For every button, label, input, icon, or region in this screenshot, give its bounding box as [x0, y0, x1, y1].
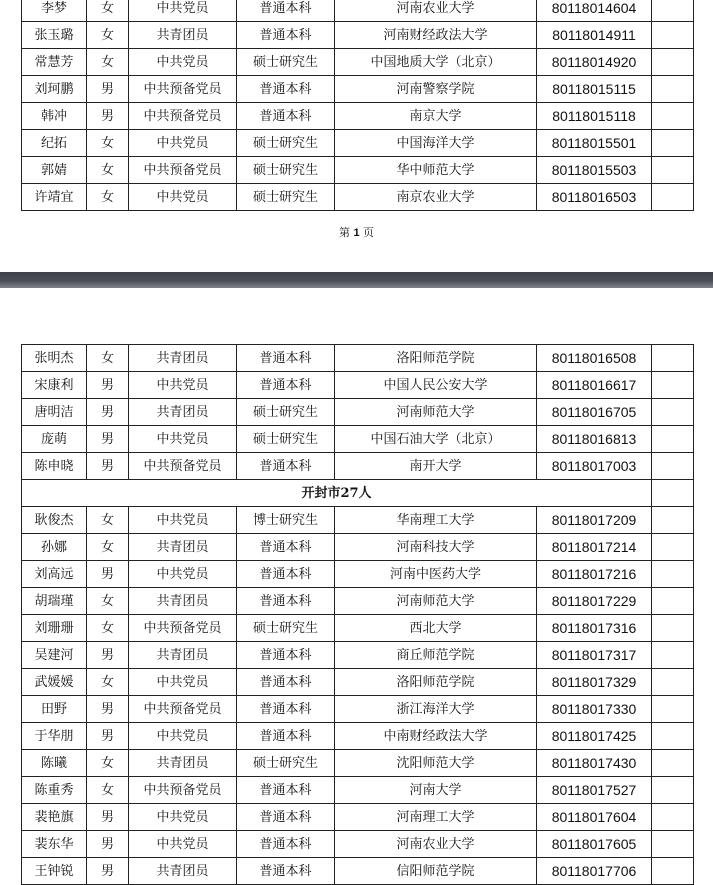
cell-education: 普通本科 [237, 0, 335, 22]
cell-exam-id: 80118017216 [537, 561, 652, 588]
cell-remark [652, 723, 694, 750]
cell-education: 普通本科 [237, 642, 335, 669]
cell-school: 河南科技大学 [335, 534, 537, 561]
cell-exam-id: 80118017605 [537, 831, 652, 858]
table-row [22, 561, 694, 588]
cell-gender: 男 [87, 804, 129, 831]
cell-gender: 女 [87, 49, 129, 76]
table-row [22, 642, 694, 669]
cell-exam-id: 80118015115 [537, 76, 652, 103]
cell-education: 硕士研究生 [237, 426, 335, 453]
cell-school: 河南中医药大学 [335, 561, 537, 588]
cell-political-status: 中共党员 [129, 669, 237, 696]
cell-remark [652, 507, 694, 534]
cell-exam-id: 80118017317 [537, 642, 652, 669]
cell-gender: 男 [87, 372, 129, 399]
cell-political-status: 中共党员 [129, 130, 237, 157]
table-row [22, 669, 694, 696]
cell-name: 常慧芳 [22, 49, 87, 76]
cell-political-status: 中共预备党员 [129, 615, 237, 642]
cell-remark [652, 76, 694, 103]
cell-name: 唐明洁 [22, 399, 87, 426]
table-row [22, 831, 694, 858]
cell-gender: 女 [87, 777, 129, 804]
cell-school: 沈阳师范大学 [335, 750, 537, 777]
cell-remark [652, 561, 694, 588]
cell-education: 硕士研究生 [237, 750, 335, 777]
table-row [22, 858, 694, 885]
cell-exam-id: 80118017430 [537, 750, 652, 777]
cell-exam-id: 80118015503 [537, 157, 652, 184]
cell-gender: 女 [87, 507, 129, 534]
cell-gender: 男 [87, 858, 129, 885]
table-row [22, 507, 694, 534]
cell-exam-id: 80118017706 [537, 858, 652, 885]
cell-exam-id: 80118014920 [537, 49, 652, 76]
cell-political-status: 中共党员 [129, 723, 237, 750]
cell-school: 南京农业大学 [335, 184, 537, 211]
table-row [22, 696, 694, 723]
cell-school: 中国人民公安大学 [335, 372, 537, 399]
table-row [22, 804, 694, 831]
cell-political-status: 中共预备党员 [129, 76, 237, 103]
cell-remark [652, 777, 694, 804]
table-row [22, 345, 694, 372]
table-row [22, 130, 694, 157]
cell-gender: 男 [87, 453, 129, 480]
cell-gender: 男 [87, 426, 129, 453]
section-header-row [22, 480, 694, 507]
cell-gender: 男 [87, 696, 129, 723]
cell-education: 普通本科 [237, 453, 335, 480]
cell-name: 耿俊杰 [22, 507, 87, 534]
cell-gender: 女 [87, 0, 129, 22]
cell-gender: 男 [87, 561, 129, 588]
cell-gender: 女 [87, 615, 129, 642]
cell-exam-id: 80118017330 [537, 696, 652, 723]
cell-name: 陈申晓 [22, 453, 87, 480]
table-row [22, 184, 694, 211]
cell-remark [652, 426, 694, 453]
cell-remark [652, 345, 694, 372]
cell-gender: 女 [87, 184, 129, 211]
cell-remark [652, 49, 694, 76]
candidate-table-page-2 [21, 344, 694, 885]
cell-remark [652, 642, 694, 669]
cell-school: 中国海洋大学 [335, 130, 537, 157]
cell-name: 李梦 [22, 0, 87, 22]
cell-education: 博士研究生 [237, 507, 335, 534]
cell-political-status: 共青团员 [129, 22, 237, 49]
document-page-1 [0, 0, 713, 272]
cell-political-status: 中共党员 [129, 49, 237, 76]
cell-name: 刘高远 [22, 561, 87, 588]
cell-school: 河南师范大学 [335, 588, 537, 615]
cell-exam-id: 80118014911 [537, 22, 652, 49]
table-cell-empty [652, 480, 694, 507]
cell-education: 普通本科 [237, 831, 335, 858]
cell-school: 河南农业大学 [335, 0, 537, 22]
cell-remark [652, 750, 694, 777]
cell-name: 张玉璐 [22, 22, 87, 49]
cell-exam-id: 80118017003 [537, 453, 652, 480]
cell-gender: 女 [87, 22, 129, 49]
cell-gender: 女 [87, 157, 129, 184]
cell-education: 普通本科 [237, 22, 335, 49]
cell-political-status: 中共预备党员 [129, 157, 237, 184]
cell-remark [652, 588, 694, 615]
cell-education: 普通本科 [237, 804, 335, 831]
cell-education: 普通本科 [237, 696, 335, 723]
table-row [22, 49, 694, 76]
table-row [22, 157, 694, 184]
cell-remark [652, 858, 694, 885]
cell-school: 河南大学 [335, 777, 537, 804]
cell-remark [652, 453, 694, 480]
cell-education: 普通本科 [237, 777, 335, 804]
cell-education: 硕士研究生 [237, 615, 335, 642]
cell-name: 裴艳旗 [22, 804, 87, 831]
cell-gender: 男 [87, 831, 129, 858]
cell-gender: 女 [87, 534, 129, 561]
cell-political-status: 共青团员 [129, 534, 237, 561]
cell-education: 普通本科 [237, 534, 335, 561]
cell-political-status: 共青团员 [129, 588, 237, 615]
page-number-footer [0, 224, 713, 240]
cell-political-status: 共青团员 [129, 858, 237, 885]
cell-education: 普通本科 [237, 858, 335, 885]
page-number: 1 [353, 227, 360, 239]
cell-remark [652, 157, 694, 184]
cell-political-status: 共青团员 [129, 399, 237, 426]
cell-education: 普通本科 [237, 561, 335, 588]
cell-exam-id: 80118016705 [537, 399, 652, 426]
cell-political-status: 中共党员 [129, 426, 237, 453]
cell-exam-id: 80118016508 [537, 345, 652, 372]
cell-exam-id: 80118017209 [537, 507, 652, 534]
cell-name: 刘珂鹏 [22, 76, 87, 103]
cell-education: 硕士研究生 [237, 184, 335, 211]
cell-name: 庞萌 [22, 426, 87, 453]
cell-school: 中国石油大学（北京） [335, 426, 537, 453]
table-row [22, 777, 694, 804]
cell-exam-id: 80118017604 [537, 804, 652, 831]
cell-exam-id: 80118016503 [537, 184, 652, 211]
cell-exam-id: 80118017329 [537, 669, 652, 696]
cell-exam-id: 80118017316 [537, 615, 652, 642]
cell-education: 硕士研究生 [237, 157, 335, 184]
cell-name: 武媛媛 [22, 669, 87, 696]
cell-gender: 女 [87, 345, 129, 372]
cell-exam-id: 80118016813 [537, 426, 652, 453]
cell-school: 南京大学 [335, 103, 537, 130]
cell-political-status: 共青团员 [129, 642, 237, 669]
cell-political-status: 中共预备党员 [129, 696, 237, 723]
cell-school: 河南财经政法大学 [335, 22, 537, 49]
table-row [22, 22, 694, 49]
cell-school: 南开大学 [335, 453, 537, 480]
cell-school: 商丘师范学院 [335, 642, 537, 669]
cell-name: 郭婧 [22, 157, 87, 184]
table-row [22, 750, 694, 777]
page-separator [0, 272, 713, 288]
cell-exam-id: 80118015118 [537, 103, 652, 130]
cell-school: 中南财经政法大学 [335, 723, 537, 750]
cell-education: 硕士研究生 [237, 49, 335, 76]
cell-gender: 女 [87, 669, 129, 696]
cell-remark [652, 804, 694, 831]
cell-political-status: 中共预备党员 [129, 777, 237, 804]
table-row [22, 426, 694, 453]
cell-gender: 女 [87, 750, 129, 777]
cell-remark [652, 669, 694, 696]
cell-school: 华南理工大学 [335, 507, 537, 534]
cell-name: 纪拓 [22, 130, 87, 157]
cell-name: 孙娜 [22, 534, 87, 561]
cell-political-status: 中共预备党员 [129, 103, 237, 130]
cell-remark [652, 399, 694, 426]
footer-suffix: 页 [359, 226, 375, 239]
table-row [22, 76, 694, 103]
cell-remark [652, 696, 694, 723]
cell-political-status: 中共党员 [129, 372, 237, 399]
cell-school: 浙江海洋大学 [335, 696, 537, 723]
cell-exam-id: 80118015501 [537, 130, 652, 157]
table-row [22, 588, 694, 615]
table-row [22, 372, 694, 399]
cell-remark [652, 831, 694, 858]
table-row [22, 0, 694, 22]
table-row [22, 453, 694, 480]
table-row [22, 534, 694, 561]
cell-school: 中国地质大学（北京） [335, 49, 537, 76]
cell-education: 普通本科 [237, 588, 335, 615]
cell-name: 陈曦 [22, 750, 87, 777]
cell-education: 硕士研究生 [237, 130, 335, 157]
document-page-2 [0, 288, 713, 879]
cell-name: 胡瑞瑾 [22, 588, 87, 615]
cell-political-status: 中共党员 [129, 561, 237, 588]
cell-remark [652, 22, 694, 49]
cell-name: 裴东华 [22, 831, 87, 858]
cell-school: 西北大学 [335, 615, 537, 642]
cell-name: 吴建河 [22, 642, 87, 669]
cell-gender: 男 [87, 103, 129, 130]
cell-school: 洛阳师范学院 [335, 345, 537, 372]
cell-exam-id: 80118017229 [537, 588, 652, 615]
cell-gender: 女 [87, 130, 129, 157]
cell-name: 张明杰 [22, 345, 87, 372]
cell-political-status: 中共党员 [129, 831, 237, 858]
cell-political-status: 共青团员 [129, 750, 237, 777]
cell-school: 河南师范大学 [335, 399, 537, 426]
cell-name: 于华朋 [22, 723, 87, 750]
cell-education: 普通本科 [237, 669, 335, 696]
cell-name: 刘珊珊 [22, 615, 87, 642]
cell-remark [652, 534, 694, 561]
cell-education: 普通本科 [237, 372, 335, 399]
cell-gender: 男 [87, 723, 129, 750]
cell-exam-id: 80118014604 [537, 0, 652, 22]
cell-name: 许靖宜 [22, 184, 87, 211]
cell-political-status: 中共党员 [129, 804, 237, 831]
cell-education: 普通本科 [237, 345, 335, 372]
cell-school: 河南警察学院 [335, 76, 537, 103]
cell-education: 普通本科 [237, 103, 335, 130]
footer-prefix: 第 [338, 226, 354, 239]
cell-political-status: 中共预备党员 [129, 453, 237, 480]
cell-school: 信阳师范学院 [335, 858, 537, 885]
cell-remark [652, 130, 694, 157]
cell-gender: 男 [87, 76, 129, 103]
cell-school: 洛阳师范学院 [335, 669, 537, 696]
cell-name: 陈重秀 [22, 777, 87, 804]
cell-exam-id: 80118016617 [537, 372, 652, 399]
cell-remark [652, 184, 694, 211]
cell-remark [652, 372, 694, 399]
cell-exam-id: 80118017214 [537, 534, 652, 561]
cell-school: 河南农业大学 [335, 831, 537, 858]
cell-education: 普通本科 [237, 723, 335, 750]
section-title: 开封市27人 [22, 480, 652, 507]
cell-remark [652, 103, 694, 130]
cell-school: 河南理工大学 [335, 804, 537, 831]
cell-education: 普通本科 [237, 76, 335, 103]
cell-remark [652, 0, 694, 22]
cell-name: 田野 [22, 696, 87, 723]
cell-political-status: 中共党员 [129, 184, 237, 211]
cell-name: 王钟锐 [22, 858, 87, 885]
cell-name: 韩冲 [22, 103, 87, 130]
cell-school: 华中师范大学 [335, 157, 537, 184]
cell-political-status: 中共党员 [129, 507, 237, 534]
cell-gender: 女 [87, 588, 129, 615]
cell-exam-id: 80118017527 [537, 777, 652, 804]
candidate-table-page-1 [21, 0, 694, 211]
table-row [22, 103, 694, 130]
cell-name: 宋康利 [22, 372, 87, 399]
cell-remark [652, 615, 694, 642]
table-row [22, 399, 694, 426]
cell-political-status: 中共党员 [129, 0, 237, 22]
cell-education: 硕士研究生 [237, 399, 335, 426]
cell-political-status: 共青团员 [129, 345, 237, 372]
cell-gender: 男 [87, 642, 129, 669]
cell-gender: 男 [87, 399, 129, 426]
cell-exam-id: 80118017425 [537, 723, 652, 750]
table-row [22, 723, 694, 750]
table-row [22, 615, 694, 642]
